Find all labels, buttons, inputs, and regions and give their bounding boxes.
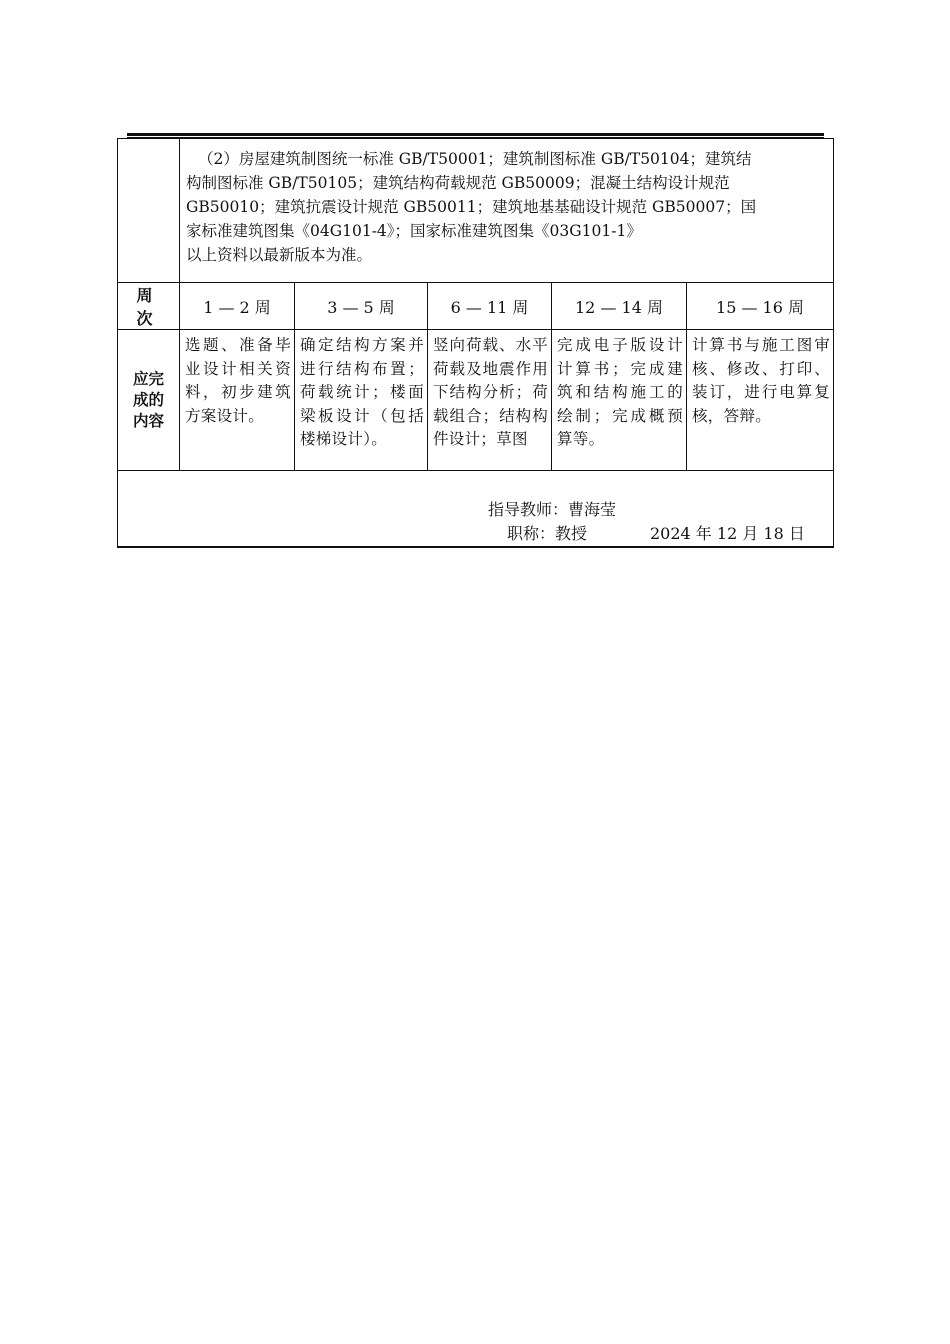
signature-row bbox=[118, 471, 834, 548]
references-row bbox=[118, 139, 834, 283]
reference-line: （2）房屋建筑制图统一标准 GB/T50001；建筑制图标准 GB/T50104；建筑结 bbox=[198, 150, 752, 168]
week-header-row bbox=[118, 283, 834, 330]
week-range-cell bbox=[687, 283, 834, 330]
content-cell bbox=[552, 330, 687, 471]
content-text: 选题、准备毕业设计相关资料，初步建筑方案设计。 bbox=[185, 336, 291, 425]
week-range: 6 — 11 周 bbox=[450, 297, 529, 317]
signature-date: 2024 年 12 月 18 日 bbox=[650, 524, 805, 543]
references-label-cell bbox=[118, 139, 180, 283]
content-text: 计算书与施工图审核、修改、打印、装订，进行电算复核，答辩。 bbox=[692, 336, 831, 425]
content-text: 确定结构方案并进行结构布置；荷载统计；楼面梁板设计（包括楼梯设计）。 bbox=[300, 336, 424, 448]
content-cell bbox=[180, 330, 295, 471]
week-range-cell bbox=[295, 283, 428, 330]
content-cell bbox=[428, 330, 552, 471]
week-header-label: 周 次 bbox=[136, 286, 161, 328]
signature-block bbox=[118, 471, 833, 546]
week-range-cell bbox=[428, 283, 552, 330]
content-text: 完成电子版设计计算书；完成建筑和结构施工的绘制；完成概预算等。 bbox=[557, 336, 683, 448]
week-range-cell bbox=[180, 283, 295, 330]
content-label-cell bbox=[118, 330, 180, 471]
reference-line: 家标准建筑图集《04G101-4》；国家标准建筑图集《03G101-1》 bbox=[186, 222, 642, 240]
week-range: 12 — 14 周 bbox=[575, 297, 663, 317]
references-cell bbox=[180, 139, 834, 283]
advisor-name: 指导教师：曹海莹 bbox=[488, 500, 617, 519]
reference-line: GB50010；建筑抗震设计规范 GB50011；建筑地基基础设计规范 GB50007；国 bbox=[186, 198, 757, 216]
task-table bbox=[117, 138, 834, 548]
signature-cell bbox=[118, 471, 834, 548]
content-label: 应完成的内容 bbox=[132, 369, 164, 430]
content-cell bbox=[295, 330, 428, 471]
content-text: 竖向荷载、水平荷载及地震作用下结构分析；荷载组合；结构构件设计；草图 bbox=[433, 336, 548, 448]
advisor-title: 职称：教授 bbox=[507, 524, 588, 543]
references-text bbox=[180, 139, 833, 267]
week-range: 15 — 16 周 bbox=[716, 297, 804, 317]
content-cell bbox=[687, 330, 834, 471]
week-header-cell bbox=[118, 283, 180, 330]
week-range: 3 — 5 周 bbox=[327, 297, 395, 317]
top-rule bbox=[127, 133, 824, 136]
week-range-cell bbox=[552, 283, 687, 330]
week-range: 1 — 2 周 bbox=[203, 297, 271, 317]
reference-line: 构制图标准 GB/T50105；建筑结构荷载规范 GB50009；混凝土结构设计规范 bbox=[186, 174, 730, 192]
reference-note: 以上资料以最新版本为准。 bbox=[186, 246, 373, 264]
content-row bbox=[118, 330, 834, 471]
